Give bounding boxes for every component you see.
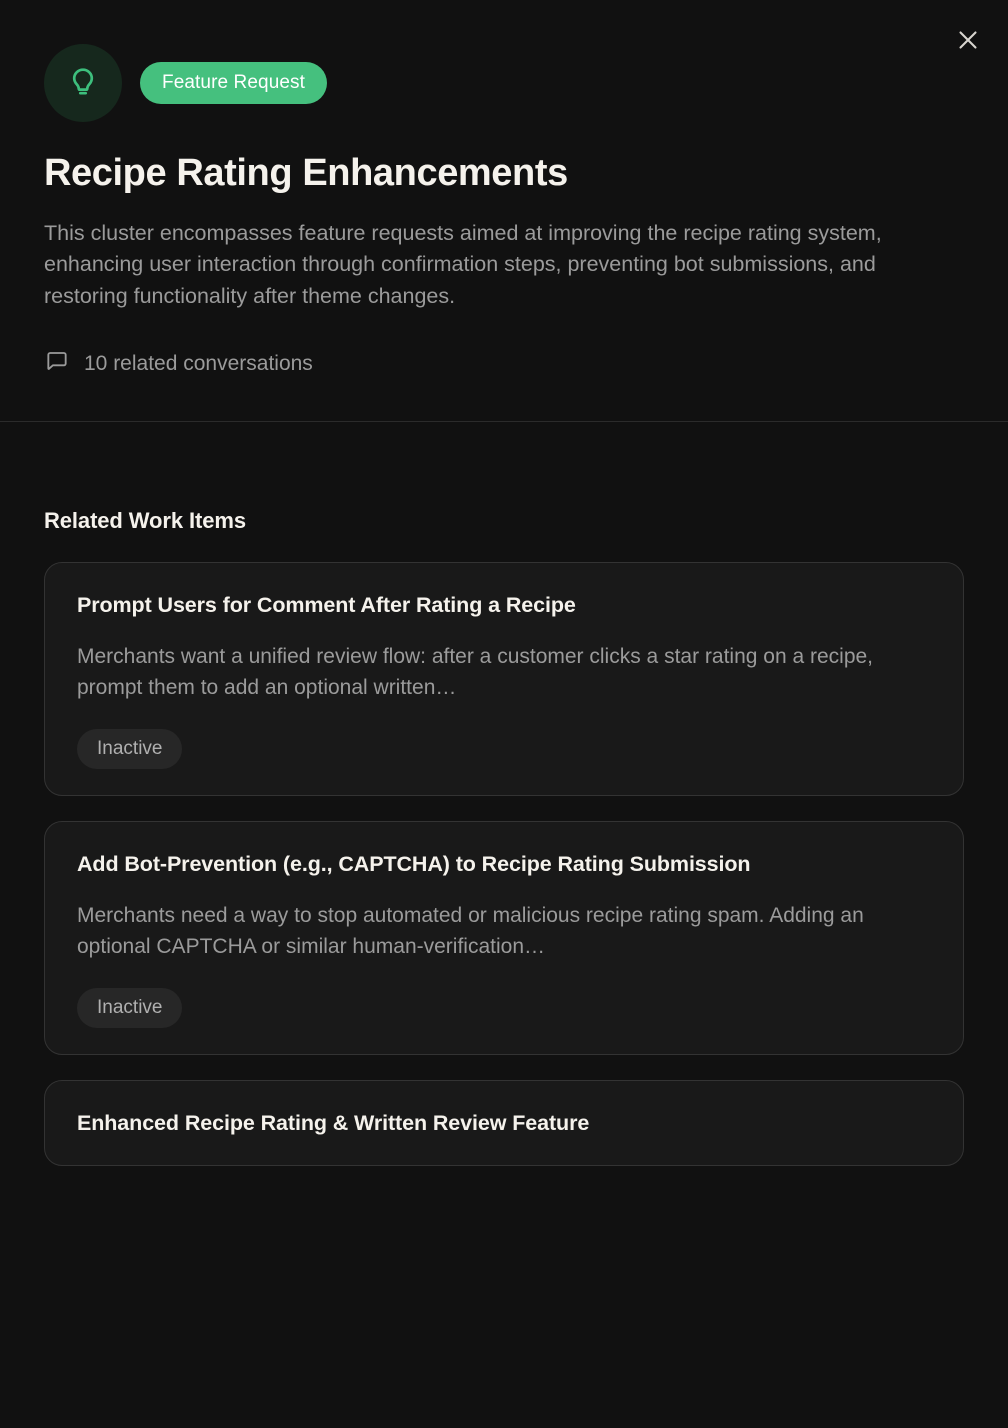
- cluster-description: This cluster encompasses feature requests aimed at improving the recipe rating system, enhancing user interaction through confirmation steps, preventing bot submissions, and restoring functionality after theme changes.: [44, 220, 882, 308]
- speech-bubble-icon: [44, 348, 70, 379]
- status-badge: Inactive: [77, 729, 182, 769]
- work-item-title: Add Bot-Prevention (e.g., CAPTCHA) to Recipe Rating Submission: [77, 852, 751, 877]
- work-item-title: Prompt Users for Comment After Rating a Recipe: [77, 593, 576, 618]
- work-items-list: [44, 562, 964, 1165]
- panel-header: [0, 0, 1008, 421]
- work-item-description: Merchants need a way to stop automated or malicious recipe rating spam. Adding an optional CAPTCHA or similar human-verification…: [77, 903, 864, 959]
- related-work-items-heading: Related Work Items: [44, 508, 246, 534]
- lightbulb-icon: [66, 64, 100, 103]
- badge-row: [44, 44, 964, 122]
- cluster-type-badge[interactable]: Feature Request: [140, 62, 327, 104]
- work-item-card[interactable]: [44, 562, 964, 796]
- page-title: Recipe Rating Enhancements: [44, 152, 568, 194]
- work-item-title: Enhanced Recipe Rating & Written Review Feature: [77, 1111, 590, 1136]
- work-item-card[interactable]: [44, 1080, 964, 1166]
- status-badge: Inactive: [77, 988, 182, 1028]
- close-icon: [955, 27, 981, 53]
- related-conversations-label: 10 related conversations: [84, 351, 313, 375]
- cluster-type-icon-circle: [44, 44, 122, 122]
- work-item-description: Merchants want a unified review flow: after a customer clicks a star rating on a recipe, prompt them to add an optional written…: [77, 645, 874, 700]
- panel-body: [0, 422, 1008, 1428]
- work-item-card[interactable]: [44, 821, 964, 1055]
- related-conversations-row[interactable]: [44, 348, 964, 421]
- close-button[interactable]: [948, 20, 988, 60]
